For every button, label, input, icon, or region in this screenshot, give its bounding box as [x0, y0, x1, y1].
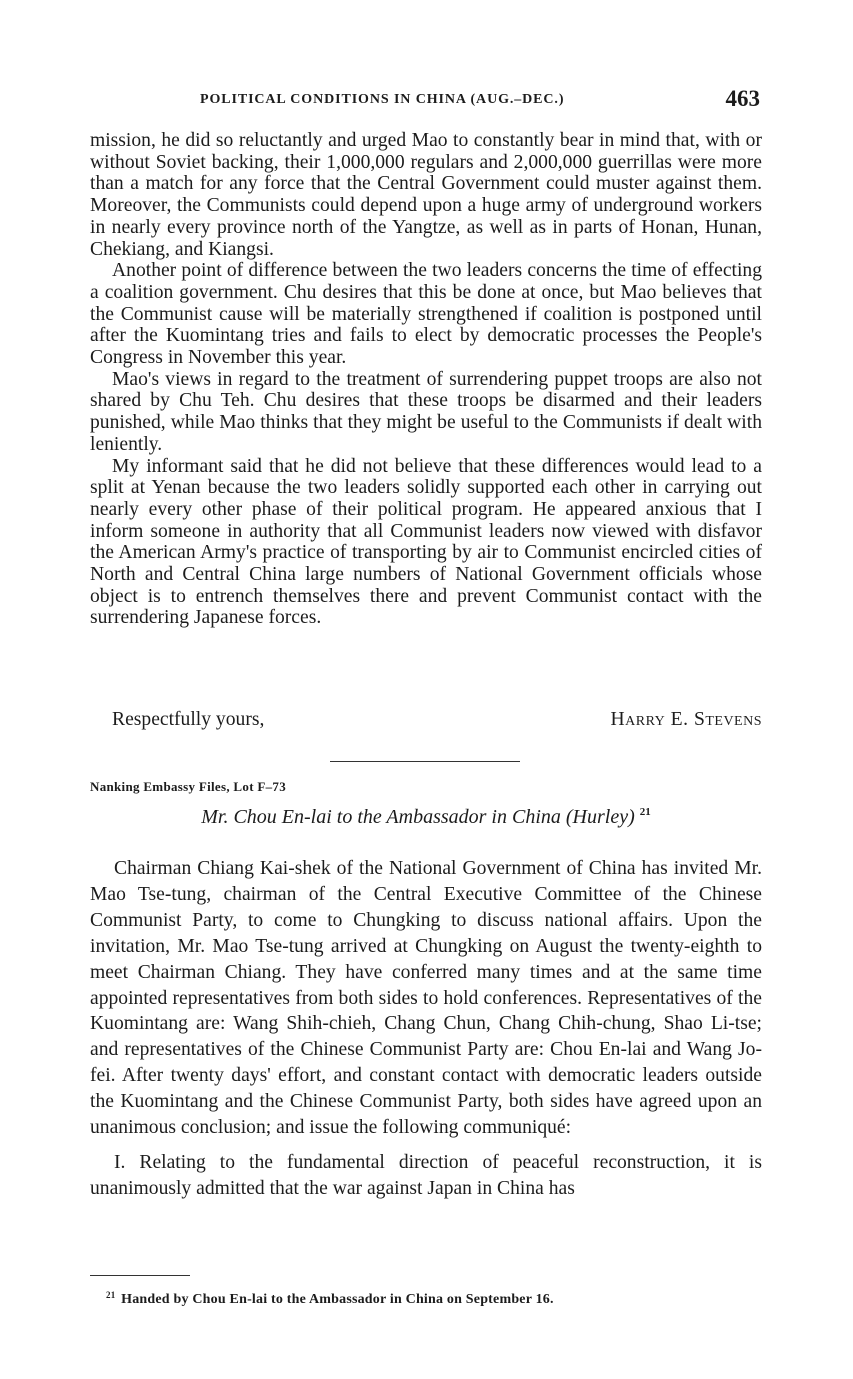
paragraph: Mao's views in regard to the treatment of surrendering puppet troops are also not shared by Chu Teh. Chu desires that these troops be disarmed and their leaders punished, while Mao thinks that they might be useful to the Communists if dealt with leniently. — [90, 368, 762, 455]
running-title: POLITICAL CONDITIONS IN CHINA (AUG.–DEC.) — [200, 92, 565, 107]
letter-body — [90, 130, 762, 629]
footnote-rule — [90, 1275, 190, 1276]
signature: Harry E. Stevens — [610, 709, 762, 730]
paragraph: I. Relating to the fundamental direction of peaceful reconstruction, it is unanimously admitted that the war against Japan in China has — [90, 1151, 762, 1199]
footnote-number: 21 — [106, 1290, 116, 1300]
source-citation: Nanking Embassy Files, Lot F–73 — [90, 779, 287, 794]
footnote-reference: 21 — [639, 806, 651, 818]
section-divider — [330, 761, 520, 762]
page-number: 463 — [725, 86, 760, 111]
paragraph: Another point of difference between the two leaders concerns the time of effecting a coalition government. Chu desires that this be done at once, but Mao believes that the Communist cause will be materially strengthened if coalition is postponed until after the Kuomintang tries and fails to elect by democratic processes the People's Congress in November this year. — [90, 260, 762, 369]
paragraph: My informant said that he did not believe that these differences would lead to a split at Yenan because the two leaders solidly supported each other in carrying out nearly every other phase of their political program. He appeared anxious that I inform someone in authority that all Communist leaders now viewed with disfavor the American Army's practice of transporting by air to Communist encircled cities of North and Central China large numbers of National Government officials whose object is to entrench themselves there and prevent Communist contact with the surrendering Japanese forces. — [90, 455, 762, 629]
document-title — [90, 806, 762, 829]
communique-body — [90, 856, 762, 1202]
paragraph: mission, he did so reluctantly and urged Mao to constantly bear in mind that, with or without Soviet backing, their 1,000,000 regulars and 2,000,000 guerrillas were more than a match for any force that the Central Government could muster against them. Moreover, the Communists could depend upon a huge army of underground workers in nearly every province north of the Yangtze, as well as in parts of Honan, Hunan, Chekiang, and Kiangsi. — [90, 130, 762, 260]
paragraph: Chairman Chiang Kai-shek of the National Government of China has invited Mr. Mao Tse-tung, chairman of the Central Executive Committee of the Chinese Communist Party, to come to Chungking to discuss national affairs. Upon the invitation, Mr. Mao Tse-tung arrived at Chungking on August the twenty-eighth to meet Chairman Chiang. They have conferred many times and at the same time appointed representatives from both sides to hold conferences. Representatives of the Kuomintang are: Wang Shih-chieh, Chang Chun, Chang Chih-chung, Shao Li-tse; and representatives of the Chinese Communist Party are: Chou En-lai and Wang Jo-fei. After twenty days' effort, and constant contact with democratic leaders outside the Kuomintang and the Chinese Communist Party, both sides have agreed upon an unanimous conclusion; and issue the following communiqué: — [90, 858, 762, 1139]
salutation: Respectfully yours, — [112, 709, 265, 730]
footnote-text: Handed by Chou En-lai to the Ambassador in China on September 16. — [121, 1292, 554, 1307]
running-head — [200, 86, 760, 116]
letter-closing — [112, 709, 762, 737]
document-title-text: Mr. Chou En-lai to the Ambassador in China (Hurley) — [201, 806, 635, 828]
footnote — [106, 1290, 554, 1308]
